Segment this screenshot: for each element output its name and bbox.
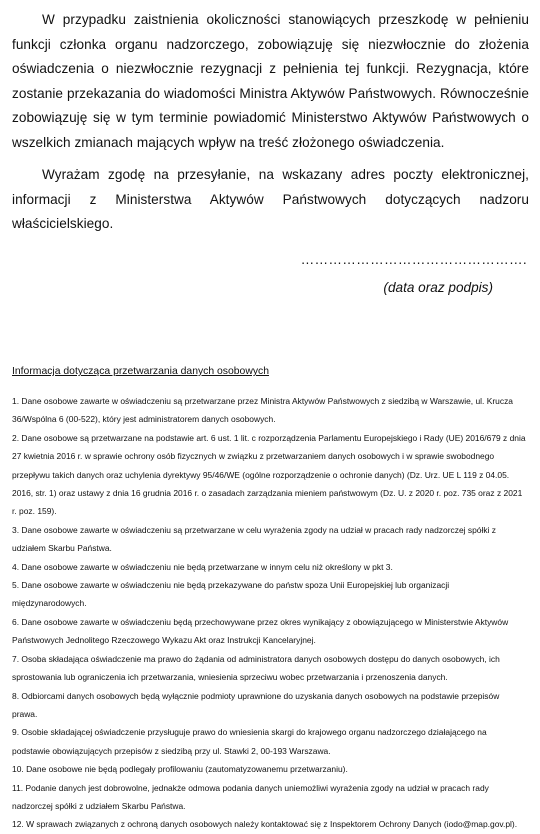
info-item[interactable]: 12. W sprawach związanych z ochroną danych osobowych należy kontaktować się z Inspektorem Ochrony Danych (iodo@map.gov.pl). xyxy=(12,819,518,830)
info-item: 5. Dane osobowe zawarte w oświadczeniu nie będą przekazywane do państw spoza Unii Europejskiej lub organizacji międzynarodowych. xyxy=(12,580,450,609)
info-item: 3. Dane osobowe zawarte w oświadczeniu są przetwarzane w celu wyrażenia zgody na udział w pracach rady nadzorczej spółki z udziałem Skarbu Państwa. xyxy=(12,524,496,554)
signature-caption: (data oraz podpis) xyxy=(383,279,493,295)
info-item: 11. Podanie danych jest dobrowolne, jednakże odmowa podania danych uniemożliwi wyrażenia zgody na udział w pracach rady nadzorczej spółki z udziałem Skarbu Państwa. xyxy=(12,782,489,811)
declaration-paragraph-resignation: W przypadku zaistnienia okoliczności stanowiących przeszkodę w pełnieniu funkcji członka organu nadzorczego, zobowiązuję się niezwłocznie do złożenia oświadczenia o niezwłocznie rezygnacji z pełnienia tej funkcji. Rezygnacja, które zostanie przekazania do wiadomości Ministra Aktywów Państwowych. Równocześnie zobowiązuję się w tym terminie powiadomić Ministerstwo Aktywów Państwowych o wszelkich zmianach mających wpływ na treść złożonego oświadczenia. xyxy=(12,12,529,150)
signature-line: …………………………………………. xyxy=(300,251,527,267)
info-item: 1. Dane osobowe zawarte w oświadczeniu są przetwarzane przez Ministra Aktywów Państwowych z siedzibą w Warszawie, ul. Krucza 36/Wspólna 6 (00-522), który jest administratorem danych osobowych. xyxy=(12,396,513,425)
signature-block xyxy=(12,251,529,297)
declaration-paragraph-consent: Wyrażam zgodę na przesyłanie, na wskazany adres poczty elektronicznej, informacji z Ministerstwa Aktywów Państwowych dotyczących nadzoru właścicielskiego. xyxy=(12,167,529,231)
info-list xyxy=(12,392,526,834)
info-heading: Informacja dotycząca przetwarzania danych osobowych xyxy=(12,366,270,377)
info-item: 6. Dane osobowe zawarte w oświadczeniu będą przechowywane przez okres wynikający z obowiązującego w Ministerstwie Aktywów Państwowych Jednolitego Rzeczowego Wykazu Akt oraz Instrukcji Kancelaryjnej. xyxy=(12,616,509,646)
info-item: 10. Dane osobowe nie będą podlegały profilowaniu (zautomatyzowanemu przetwarzaniu). xyxy=(12,764,348,775)
info-item: 9. Osobie składającej oświadczenie przysługuje prawo do wniesienia skargi do krajowego organu nadzorczego działającego na podstawie obowiązujących przepisów z siedzibą przy ul. Stawki 2, 00-193 Warszawa. xyxy=(12,727,487,756)
declaration-section xyxy=(12,8,529,297)
info-item: 7. Osoba składająca oświadczenie ma prawo do żądania od administratora danych osobowych dostępu do danych osobowych, ich sprostowania lub ograniczenia ich przetwarzania, wniesienia sprzeciwu wobec przetwarzania i przenoszenia danych. xyxy=(12,653,500,683)
info-item: 8. Odbiorcami danych osobowych będą wyłącznie podmioty uprawnione do uzyskania danych osobowych na podstawie przepisów prawa. xyxy=(12,690,500,719)
info-item: 4. Dane osobowe zawarte w oświadczeniu nie będą przetwarzane w innym celu niż określony w pkt 3. xyxy=(12,561,393,572)
info-item: 2. Dane osobowe są przetwarzane na podstawie art. 6 ust. 1 lit. c rozporządzenia Parlamentu Europejskiego i Rady (UE) 2016/679 z dnia 27 kwietnia 2016 r. w sprawie ochrony osób fizycznych w związku z przetwarzaniem danych osobowych i w sprawie swobodnego przepływu takich danych oraz uchylenia dyrektywy 95/46/WE (ogólne rozporządzenie o ochronie danych) (Dz. Urz. UE L 119 z 04.05. 2016, str. 1) oraz ustawy z dnia 16 grudnia 2016 r. o zasadach zarządzania mieniem państwowym (Dz. U. z 2020 r. poz. 735 oraz z 2021 r. poz. 159). xyxy=(12,432,526,517)
data-processing-info xyxy=(12,366,526,834)
